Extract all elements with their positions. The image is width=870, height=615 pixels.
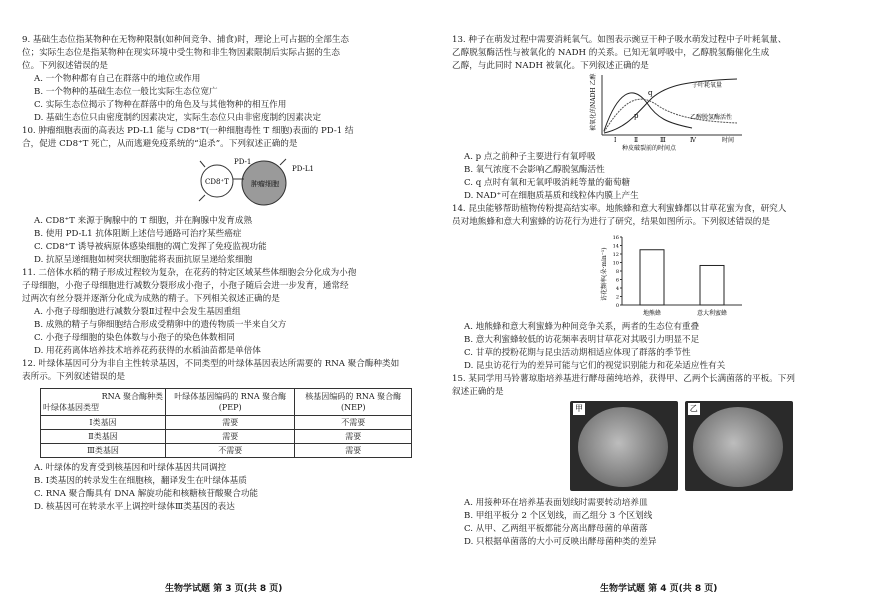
- option-d: D. 抗原呈递细胞如树突状细胞能将表面抗原呈递给浆细胞: [34, 255, 253, 265]
- question-text: 叙述正确的是: [452, 387, 504, 397]
- plates-figure: [452, 401, 854, 497]
- option-c: C. 实际生态位揭示了物种在群落中的角色及与其他物种的相互作用: [34, 100, 287, 110]
- bar-chart-svg: [452, 229, 854, 321]
- y-tick-label: 14: [612, 243, 619, 250]
- option-a: A. p 点之前种子主要进行有氧呼吸: [464, 152, 596, 162]
- y-axis-label: 被氧化的NADH 乙醇脱氢酶活性: [590, 73, 597, 131]
- option-d: D. 用花药离体培养技术培养花药获得的水稻油苗都是单倍体: [34, 346, 261, 356]
- question-text: 位。下列叙述错误的是: [22, 61, 108, 71]
- question-text: 表所示。下列叙述错误的是: [22, 372, 126, 382]
- option-a: A. 用接种环在培养基表面划线时需要转动培养皿: [464, 498, 648, 508]
- question-text: 10. 肿瘤细胞表面的高表达 PD-L1 能与 CD8⁺T(一种细胞毒性 T 细胞)表面的 PD-1 结: [22, 126, 354, 136]
- option-d: D. 基础生态位只由密度制约因素决定，实际生态位只由非密度制约因素决定: [34, 113, 322, 123]
- cell-nep: 不需要: [295, 416, 412, 430]
- question-11: [22, 267, 422, 358]
- question-text: 子母细胞，小孢子母细胞进行减数分裂形成小孢子，小孢子随后会进一步发育，通常经: [22, 281, 349, 291]
- corner-top: RNA 聚合酶种类: [101, 392, 163, 401]
- plate-label: 甲: [575, 404, 583, 413]
- point-p: p: [634, 112, 639, 120]
- corner-bottom: 叶绿体基因类型: [43, 403, 99, 412]
- plate-label: 乙: [689, 404, 698, 413]
- page-footer-left: 生物学试题 第 3 页(共 8 页): [165, 584, 283, 594]
- cell-nep: 需要: [295, 444, 412, 458]
- y-tick-label: 0: [615, 303, 619, 309]
- row-type: Ⅰ类基因: [41, 416, 166, 430]
- curve-adh: [604, 93, 692, 131]
- tick-4: Ⅳ: [690, 137, 696, 144]
- respiration-figure: [452, 73, 854, 151]
- y-tick-label: 8: [615, 269, 619, 275]
- option-d: D. 核基因可在转录水平上调控叶绿体Ⅲ类基因的表达: [34, 502, 235, 512]
- option-b: B. 氧气浓度不会影响乙醇脱氢酶活性: [464, 165, 605, 175]
- option-b: B. 一个物种的基础生态位一般比实际生态位宽广: [34, 87, 218, 97]
- bar-2: [700, 265, 724, 305]
- tick-2: Ⅱ: [634, 137, 639, 144]
- question-text: 乙醇脱氢酶活性与被氧化的 NADH 的关系。已知无氧呼吸中，乙醇脱氢酶催化生成: [452, 48, 770, 58]
- petri-dish-image: [578, 407, 668, 487]
- petri-dish-image: [693, 407, 783, 487]
- col-header-nep: 核基因编码的 RNA 聚合酶(NEP): [295, 389, 412, 416]
- option-c: C. 小孢子母细胞的染色体数与小孢子的染色体数相同: [34, 333, 235, 343]
- option-d: D. NAD⁺可在细胞质基质和线粒体内膜上产生: [464, 191, 639, 201]
- tumor-label: 肿瘤细胞: [251, 180, 279, 188]
- option-c: C. RNA 聚合酶具有 DNA 解旋功能和核糖核苷酸聚合功能: [34, 489, 259, 499]
- question-text: 9. 基础生态位指某物种在无物种限制(如种间竞争、捕食)时，理论上可占据的全部生态: [22, 35, 350, 45]
- y-tick-label: 16: [612, 235, 619, 241]
- bar-1: [640, 250, 664, 305]
- option-d: D. 只根据单菌落的大小可反映出酵母菌种类的差异: [464, 537, 657, 547]
- cell-pep: 需要: [166, 430, 295, 444]
- col-header-pep: 叶绿体基因编码的 RNA 聚合酶(PEP): [166, 389, 295, 416]
- tick-1: Ⅰ: [614, 137, 617, 144]
- option-a: A. 小孢子母细胞进行减数分裂Ⅱ过程中会发生基因重组: [34, 307, 241, 317]
- question-14: [452, 203, 854, 373]
- question-text: 位；实际生态位是指某物种在现实环境中受生物和非生物因素限制后实际占据的生态: [22, 48, 340, 58]
- row-type: Ⅲ类基因: [41, 444, 166, 458]
- page-footer-right: 生物学试题 第 4 页(共 8 页): [600, 584, 718, 594]
- question-15: [452, 373, 854, 549]
- receptor-spike: [199, 195, 205, 201]
- question-9: [22, 34, 422, 125]
- question-13: [452, 34, 854, 203]
- option-a: A. CD8⁺T 来源于胸腺中的 T 细胞，并在胸腺中发育成熟: [34, 216, 253, 226]
- receptor-spike: [200, 161, 205, 167]
- y-axis-label: 访花频率(朵·min⁻¹): [601, 247, 608, 301]
- option-c: C. q 点时有氧和无氧呼吸消耗等量的葡萄糖: [464, 178, 631, 188]
- y-ticks: [613, 235, 622, 309]
- bars: [640, 250, 727, 317]
- table-header-row: [41, 389, 412, 416]
- point-q: q: [648, 89, 653, 97]
- category-label: 地熊蜂: [642, 310, 662, 317]
- cell-pep: 不需要: [166, 444, 295, 458]
- corner-cell: [41, 389, 166, 416]
- cell-nep: 需要: [295, 430, 412, 444]
- option-b: B. Ⅰ类基因的转录发生在细胞核，翻译发生在叶绿体基质: [34, 476, 247, 486]
- plate-jia: [570, 401, 678, 491]
- gene-table: [40, 388, 412, 458]
- pd1-label: PD-1: [234, 158, 252, 166]
- cd8-label: CD8⁺T: [205, 178, 229, 186]
- receptor-spike: [280, 159, 286, 165]
- question-12: [22, 358, 422, 514]
- option-c: C. 从甲、乙两组平板都能分离出酵母菌的单菌落: [464, 524, 648, 534]
- cell-pep: 需要: [166, 416, 295, 430]
- y-tick-label: 4: [615, 286, 619, 292]
- question-text: 12. 叶绿体基因可分为非自主性转录基因，不同类型的叶绿体基因表达所需要的 RNA 聚合酶种类如: [22, 359, 400, 369]
- visit-frequency-chart: [452, 229, 854, 321]
- cell-diagram-svg: [22, 151, 422, 215]
- y-tick-label: 10: [612, 260, 619, 267]
- question-text: 11. 二倍体水稻的精子形成过程较为复杂，在花药的特定区域某些体细胞会分化成为小孢: [22, 268, 357, 278]
- question-text: 合，促进 CD8⁺T 死亡，从而逃避免疫系统的“追杀”。下列叙述正确的是: [22, 139, 298, 149]
- question-10: [22, 125, 422, 267]
- y-tick-label: 12: [612, 252, 619, 258]
- question-text: 乙醇，与此同时 NADH 被氧化。下列叙述正确的是: [452, 61, 649, 71]
- y-tick-label: 2: [615, 294, 619, 301]
- option-a: A. 叶绿体的发育受到核基因和叶绿体基因共同调控: [34, 463, 227, 473]
- respiration-svg: [452, 73, 854, 151]
- curve-label-oxygen: 子叶耗氧量: [692, 82, 723, 89]
- table-row: [41, 444, 412, 458]
- question-text: 14. 昆虫能够帮助植物传粉提高结实率。地熊蜂和意大利蜜蜂都以甘草花蜜为食，研究人: [452, 204, 787, 214]
- option-a: A. 地熊蜂和意大利蜜蜂为种间竞争关系，两者的生态位有重叠: [464, 322, 700, 332]
- option-b: B. 成熟的精子与卵细胞结合形成受精卵中的遗传物质一半来自父方: [34, 320, 287, 330]
- option-d: D. 昆虫访花行为的差异可能与它们的视觉识别能力和花朵适应性有关: [464, 361, 726, 371]
- option-c: C. CD8⁺T 诱导被病原体感染细胞的凋亡发挥了免疫监视功能: [34, 242, 267, 252]
- option-b: B. 意大利蜜蜂较低的访花频率表明甘草花对其吸引力明显不足: [464, 335, 700, 345]
- question-text: 员对地熊蜂和意大利蜜蜂的访花行为进行了研究，结果如图所示。下列叙述错误的是: [452, 217, 770, 227]
- option-b: B. 甲组平板分 2 个区划线，而乙组分 3 个区划线: [464, 511, 653, 521]
- question-text: 15. 某同学用马铃薯琼脂培养基进行酵母菌纯培养，获得甲、乙两个长满菌落的平板。下列: [452, 374, 795, 384]
- question-text: 13. 种子在萌发过程中需要消耗氧气。如图表示豌豆干种子吸水萌发过程中子叶耗氧量、: [452, 35, 787, 45]
- cell-diagram: [22, 151, 422, 215]
- category-label: 意大利蜜蜂: [696, 310, 728, 317]
- left-page: [22, 34, 422, 514]
- x-axis-label: 种皮破裂前的时间点: [622, 145, 677, 151]
- option-a: A. 一个物种都有自己在群落中的地位或作用: [34, 74, 201, 84]
- table-row: [41, 430, 412, 444]
- y-tick-label: 6: [615, 277, 619, 284]
- curve-label-adh: 乙醇脱氢酶活性: [690, 114, 733, 121]
- right-page: [452, 34, 854, 549]
- tick-time: 时间: [722, 137, 735, 144]
- option-b: B. 使用 PD-L1 抗体阻断上述信号通路可治疗某些癌症: [34, 229, 242, 239]
- option-c: C. 甘草的授粉花期与昆虫活动期相适应体现了群落的季节性: [464, 348, 691, 358]
- question-text: 过两次有丝分裂并逐渐分化成为成熟的精子。下列相关叙述正确的是: [22, 294, 280, 304]
- tick-3: Ⅲ: [660, 137, 666, 144]
- row-type: Ⅱ类基因: [41, 430, 166, 444]
- plate-yi: [685, 401, 793, 491]
- pdl1-label: PD-L1: [292, 165, 314, 173]
- table-row: [41, 416, 412, 430]
